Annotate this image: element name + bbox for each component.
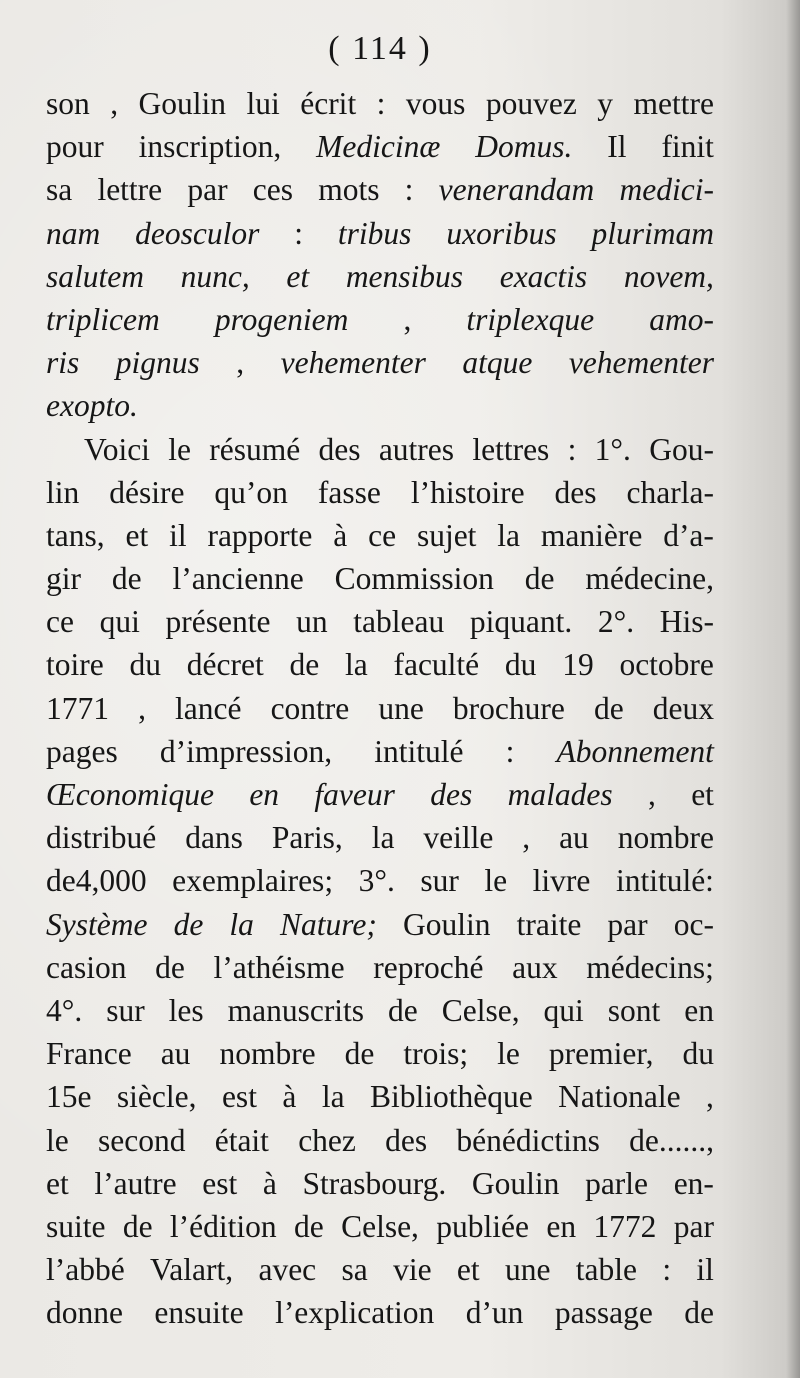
- word: uxoribus: [446, 215, 557, 251]
- word: en: [249, 777, 280, 812]
- word: sur: [420, 863, 459, 899]
- word: medici-: [619, 172, 714, 208]
- word: est: [202, 1165, 238, 1201]
- word: Œconomique: [46, 777, 214, 812]
- word: dans: [185, 820, 243, 856]
- word: de: [289, 647, 320, 683]
- word: mensibus: [345, 258, 464, 294]
- word: des: [554, 474, 597, 510]
- word: la: [229, 906, 254, 942]
- word: le: [46, 1122, 69, 1158]
- word: 19: [562, 647, 594, 683]
- word: de: [684, 1295, 714, 1331]
- word: de: [294, 1208, 324, 1244]
- word: ,: [706, 1079, 714, 1115]
- word: une: [504, 1252, 551, 1288]
- word: l’ancienne: [172, 561, 304, 597]
- word: des: [430, 777, 473, 812]
- word: un: [296, 604, 328, 640]
- word: tribus: [337, 215, 412, 251]
- word: atque: [462, 345, 533, 381]
- word: Goulin: [138, 86, 227, 121]
- word: nombre: [617, 820, 714, 856]
- word: lettre: [97, 172, 163, 208]
- text-line: [46, 82, 714, 125]
- word: sur: [106, 992, 145, 1028]
- word: présente: [165, 604, 271, 640]
- word: médecins;: [586, 949, 714, 985]
- word: de: [155, 949, 185, 985]
- word: la: [371, 820, 395, 856]
- word: :: [567, 431, 577, 467]
- word: octobre: [619, 647, 714, 683]
- word: le: [497, 1036, 520, 1072]
- word: de: [524, 561, 555, 597]
- word: Système: [46, 906, 148, 942]
- word: salutem: [46, 258, 144, 294]
- text-line: [46, 730, 714, 773]
- word: Strasbourg.: [302, 1165, 447, 1201]
- word: passage: [554, 1295, 653, 1331]
- word: écrit: [300, 86, 357, 121]
- word: Abonnement: [556, 733, 714, 769]
- text-line: [46, 212, 714, 255]
- word: sa: [341, 1252, 368, 1288]
- word: du: [682, 1036, 714, 1072]
- word: Valart,: [150, 1252, 234, 1288]
- word: 1772: [593, 1208, 657, 1244]
- word: deux: [652, 690, 714, 726]
- word: vous: [405, 86, 466, 121]
- word: d’impression,: [159, 733, 333, 769]
- text-line: [46, 643, 714, 686]
- word: manière: [540, 517, 643, 553]
- word: rapporte: [207, 517, 313, 553]
- word: lettres: [472, 431, 550, 467]
- text-line: [46, 298, 714, 341]
- word: en: [684, 992, 714, 1028]
- text-line: [46, 773, 714, 816]
- word: l’édition: [169, 1208, 277, 1244]
- word: exopto.: [46, 388, 138, 424]
- word: la: [321, 1079, 345, 1115]
- word: ,: [522, 820, 531, 856]
- word: l’explication: [275, 1295, 435, 1331]
- word: en-: [673, 1165, 714, 1201]
- word: l’athéisme: [213, 949, 345, 985]
- word: ,: [403, 301, 412, 337]
- word: le: [484, 863, 508, 899]
- word: vehementer: [568, 345, 714, 381]
- word: sujet: [416, 517, 477, 553]
- word: contre: [270, 690, 350, 726]
- body-text: [46, 82, 714, 1334]
- text-line: [46, 903, 714, 946]
- word: Bibliothèque: [369, 1079, 533, 1115]
- word: l’autre: [94, 1165, 177, 1201]
- word: le: [168, 431, 191, 467]
- word: trois;: [403, 1036, 469, 1072]
- word: de4,000: [46, 863, 147, 899]
- word: finit: [661, 129, 714, 165]
- word: de: [593, 690, 624, 726]
- word: lui: [246, 86, 280, 121]
- text-line: [46, 600, 714, 643]
- word: Nationale: [558, 1079, 681, 1115]
- word: 15e: [46, 1079, 92, 1115]
- word: Commission: [334, 561, 494, 597]
- word: du: [129, 647, 161, 683]
- word: donne: [46, 1295, 123, 1331]
- text-line: [46, 255, 714, 298]
- text-line: [46, 1032, 714, 1075]
- word: mettre: [633, 86, 714, 121]
- word: pouvez: [485, 86, 577, 121]
- word: ris: [46, 345, 80, 381]
- word: mots: [318, 172, 380, 208]
- word: veille: [423, 820, 494, 856]
- word: au: [160, 1036, 191, 1072]
- word: ,: [647, 777, 656, 812]
- word: des: [385, 1122, 428, 1158]
- word: son: [46, 86, 90, 121]
- word: livre: [532, 863, 591, 899]
- word: ensuite: [154, 1295, 244, 1331]
- word: 1°.: [594, 431, 631, 467]
- word: :: [404, 172, 414, 208]
- word: sont: [607, 992, 661, 1028]
- word: ,: [138, 690, 146, 726]
- word: nam: [46, 215, 101, 251]
- text-line: [46, 1162, 714, 1205]
- text-line: [46, 1291, 714, 1334]
- word: table: [575, 1252, 637, 1288]
- word: à: [262, 1165, 277, 1201]
- word: qu’on: [214, 474, 288, 510]
- word: il: [696, 1252, 714, 1288]
- word: bénédictins: [456, 1122, 600, 1158]
- text-line: [46, 471, 714, 514]
- word: second: [97, 1122, 186, 1158]
- text-line: [46, 557, 714, 600]
- word: triplicem: [46, 301, 160, 337]
- word: chez: [298, 1122, 356, 1158]
- word: la: [497, 517, 521, 553]
- word: brochure: [452, 690, 565, 726]
- word: tans,: [46, 517, 105, 553]
- text-line: [46, 687, 714, 730]
- text-line: [46, 1248, 714, 1291]
- word: Medicinæ: [316, 129, 441, 165]
- page-number: ( 114 ): [328, 30, 432, 67]
- word: exactis: [499, 258, 588, 294]
- word: inscription,: [138, 129, 282, 165]
- text-line: [46, 859, 714, 902]
- word: une: [378, 690, 424, 726]
- word: novem,: [623, 258, 714, 294]
- word: Il: [607, 129, 627, 165]
- word: deosculor: [135, 215, 260, 251]
- word: reproché: [373, 949, 484, 985]
- word: résumé: [209, 431, 301, 467]
- word: :: [376, 86, 386, 121]
- word: faculté: [393, 647, 480, 683]
- word: Gou-: [649, 431, 714, 467]
- word: de: [111, 561, 142, 597]
- word: à: [282, 1079, 297, 1115]
- word: qui: [543, 992, 584, 1028]
- word: est: [221, 1079, 257, 1115]
- word: nunc,: [180, 258, 250, 294]
- word: progeniem: [214, 301, 349, 337]
- text-line: [46, 341, 714, 384]
- word: distribué: [46, 820, 157, 856]
- word: publiée: [436, 1208, 529, 1244]
- word: venerandam: [438, 172, 595, 208]
- word: et: [286, 258, 310, 294]
- word: en: [546, 1208, 577, 1244]
- word: pignus: [115, 345, 200, 381]
- word: Nature;: [280, 906, 377, 942]
- word: pages: [46, 733, 118, 769]
- text-line: [46, 816, 714, 859]
- word: lancé: [175, 690, 242, 726]
- text-line: [46, 384, 714, 427]
- word: ,: [236, 345, 245, 381]
- word: Goulin: [471, 1165, 560, 1201]
- word: ,: [110, 86, 119, 121]
- word: suite: [46, 1208, 106, 1244]
- word: les: [168, 992, 204, 1028]
- word: casion: [46, 949, 127, 985]
- word: manuscrits: [227, 992, 365, 1028]
- word: parle: [585, 1165, 649, 1201]
- text-line: [46, 946, 714, 989]
- word: pour: [46, 129, 104, 165]
- page-edge-shadow: [786, 0, 800, 1378]
- word: :: [662, 1252, 672, 1288]
- word: y: [597, 86, 614, 121]
- word: fasse: [317, 474, 381, 510]
- word: médecine,: [585, 561, 714, 597]
- word: sa: [46, 172, 73, 208]
- word: par: [607, 906, 648, 942]
- word: oc-: [673, 906, 714, 942]
- word: autres: [378, 431, 455, 467]
- word: lin: [46, 474, 80, 510]
- word: Paris,: [271, 820, 343, 856]
- word: faveur: [314, 777, 395, 812]
- word: avec: [258, 1252, 317, 1288]
- word: :: [505, 733, 515, 769]
- word: et: [125, 517, 149, 553]
- word: 2°.: [597, 604, 635, 640]
- text-line: [46, 1119, 714, 1162]
- word: par: [673, 1208, 714, 1244]
- word: His-: [659, 604, 714, 640]
- word: toire: [46, 647, 104, 683]
- word: intitulé:: [615, 863, 714, 899]
- text-line: [46, 125, 714, 168]
- word: France: [46, 1036, 132, 1072]
- word: désire: [109, 474, 185, 510]
- text-line: [46, 1205, 714, 1248]
- word: 3°.: [358, 863, 395, 899]
- word: décret: [186, 647, 264, 683]
- text-line: [46, 514, 714, 557]
- word: premier,: [548, 1036, 654, 1072]
- word: il: [169, 517, 187, 553]
- word: au: [559, 820, 589, 856]
- word: et: [691, 777, 714, 812]
- word: vie: [393, 1252, 432, 1288]
- word: d’un: [465, 1295, 524, 1331]
- word: Goulin: [402, 906, 491, 942]
- text-line: [46, 168, 714, 211]
- word: malades: [507, 777, 613, 812]
- word: de: [388, 992, 418, 1028]
- word: de: [173, 906, 204, 942]
- word: de......,: [629, 1122, 714, 1158]
- word: vehementer: [280, 345, 426, 381]
- word: Celse,: [341, 1208, 419, 1244]
- word: traite: [516, 906, 582, 942]
- word: qui: [99, 604, 140, 640]
- word: à: [333, 517, 348, 553]
- word: amo-: [649, 301, 714, 337]
- word: ce: [46, 604, 74, 640]
- word: 1771: [46, 690, 109, 726]
- text-line: [46, 428, 714, 471]
- word: :: [294, 215, 304, 251]
- word: du: [504, 647, 537, 683]
- word: siècle,: [116, 1079, 197, 1115]
- word: de: [122, 1208, 153, 1244]
- word: Voici: [84, 431, 150, 467]
- word: gir: [46, 561, 81, 597]
- word: 4°.: [46, 992, 83, 1028]
- word: piquant.: [469, 604, 573, 640]
- word: tableau: [353, 604, 445, 640]
- word: charla-: [626, 474, 714, 510]
- word: des: [318, 431, 361, 467]
- text-line: [46, 989, 714, 1032]
- word: triplexque: [466, 301, 595, 337]
- word: l’histoire: [410, 474, 525, 510]
- word: plurimam: [591, 215, 714, 251]
- word: aux: [512, 949, 558, 985]
- word: par: [187, 172, 228, 208]
- text-line: [46, 1075, 714, 1118]
- word: exemplaires;: [172, 863, 334, 899]
- word: et: [46, 1165, 69, 1201]
- word: ce: [368, 517, 397, 553]
- word: nombre: [219, 1036, 316, 1072]
- word: était: [214, 1122, 269, 1158]
- word: de: [344, 1036, 375, 1072]
- word: la: [344, 647, 368, 683]
- word: l’abbé: [46, 1252, 125, 1288]
- word: d’a-: [663, 517, 714, 553]
- word: Celse,: [441, 992, 520, 1028]
- word: et: [456, 1252, 480, 1288]
- word: ces: [252, 172, 293, 208]
- word: intitulé: [374, 733, 464, 769]
- word: Domus.: [475, 129, 573, 165]
